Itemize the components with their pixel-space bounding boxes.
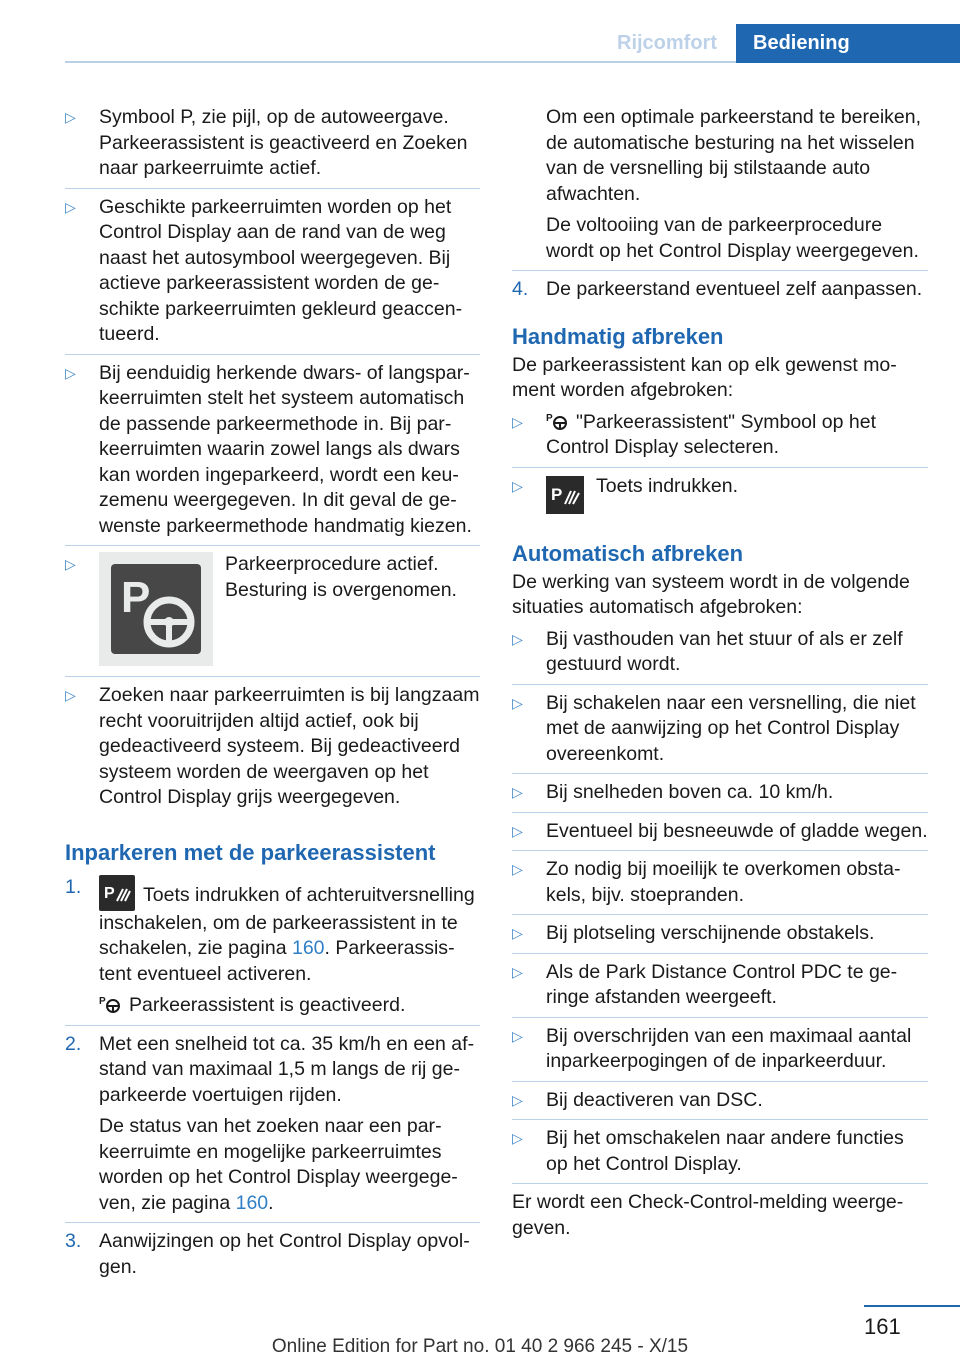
park-assist-button-icon [99,875,135,911]
svg-text:P: P [551,484,563,504]
list-item: ▷ P Parkeerprocedure actief. Besturing is overgenomen. [65,552,480,677]
park-steering-icon [99,552,213,666]
bullet-arrow-icon: ▷ [512,1027,523,1044]
bullet-arrow-icon: ▷ [65,364,76,381]
list-item: ▷ Bij eenduidig herkende dwars- of langsparkeerruimten stelt het systeem automatisch de passende parkeermethode in. Bij parkeerruimten waarin zowel langs als dwars kan worden ingeparkeerd, wordt een keuzemenu weergegeven. In dit geval de gewenste parkeermethode handmatig kiezen. [65,361,480,547]
step-continuation: Om een optimale parkeerstand te bereiken, de automatische besturing na het wisselen van de versnelling bij stilstaande auto afwachten. De voltooiing van de parkeerprocedure wordt op het Control Display weergegeven. [512,105,928,271]
left-column [65,105,480,1292]
svg-text:P: P [546,412,553,424]
closing-text: Er wordt een Check-Control-melding weergegeven. [512,1191,904,1239]
page-link[interactable]: 160 [235,1191,269,1214]
bullet-arrow-icon: ▷ [512,694,523,711]
step-number: 3. [65,1230,82,1252]
step-number: 2. [65,1032,82,1055]
step-number: 1. [65,875,82,898]
header-section[interactable]: Rijcomfort [617,32,717,54]
section-heading: Automatisch afbreken [512,540,744,566]
bullet-arrow-icon: ▷ [512,784,523,800]
list-item: ▷ Bij schakelen naar een versnelling, die niet met de aanwijzing op het Control Display overeenkomt. [512,691,928,775]
bullet-arrow-icon: ▷ [512,413,523,430]
bullet-arrow-icon: ▷ [512,1091,523,1108]
step-item: 2. Met een snelheid tot ca. 35 km/h en een afstand van maximaal 1,5 m langs de rij geparkeerde voertuigen rijden. De status van het zoeken naar een parkeerruimte en mogelijke parkeerruimtes worden op het Control Display weergegeven, zie pagina 160. [65,1032,480,1224]
list-item: ▷ Bij het omschakelen naar andere functies op het Control Display. [512,1126,928,1184]
bullet-arrow-icon: ▷ [512,630,523,647]
footer-rule [864,1305,960,1307]
svg-text:P: P [121,573,151,622]
bullet-arrow-icon: ▷ [65,198,76,215]
page-number: 161 [864,1314,901,1339]
list-item: ▷ Geschikte parkeerruimten worden op het Control Display aan de rand van de weg naast het autosymbool weergegeven. Bij actieve parkeerassistent worden de geschikte parkeerruimten gekleurd geaccentueerd. [65,195,480,355]
bullet-arrow-icon: ▷ [512,822,523,839]
list-item: ▷ Eventueel bij besneeuwde of gladde wegen. [512,819,928,852]
list-item: ▷ Bij plotseling verschijnende obstakels. [512,921,928,954]
bullet-arrow-icon: ▷ [512,925,523,941]
right-column: Om een optimale parkeerstand te bereiken, de automatische besturing na het wisselen van de versnelling bij stilstaande auto afwachten. De voltooiing van de parkeerprocedure wordt op het Control Display weergegeven. 4. De parkeerstand eventueel zelf aanpassen. Handmatig afbreken De parkeerassistent kan op elk gewenst moment worden afgebroken: ▷ P "Parkeerassistent" Symbool op het Control Display selecteren. ▷ P Toets indrukken. Automatisch afbreken De werking van systeem wordt in de volgende situaties automatisch afgebroken: ▷ Bij vasthouden van het stuur of als er zelf gestuurd wordt. ▷ Bij schakelen naar een versnelling, die niet met de aanwijzing op het Control Display overeenkomt. ▷ Bij snelheden boven ca. 10 km/h. ▷ Eventueel bij besneeuwde of gladde wegen. ▷ Zo nodig bij moeilijk te overkomen obstakels, bijv. stoepranden. ▷ Bij plotseling verschijnende obstakels. ▷ Als de Park Distance Control PDC te geringe afstanden weergeeft. ▷ Bij overschrijden van een maximaal aantal inparkeerpogingen of de inparkeerduur. ▷ Bij deactiveren van DSC. ▷ Bij het omschakelen naar andere functies op het Control Display. Er wordt een Check-Control-melding weergegeven. [512,105,928,1247]
park-steering-small-icon [546,411,568,431]
bullet-arrow-icon: ▷ [512,1130,523,1146]
list-item: ▷ Bij deactiveren van DSC. [512,1088,928,1121]
list-item: ▷ Symbool P, zie pijl, op de autoweergave. Parkeerassistent is geactiveerd en Zoeken naar parkeerruimte actief. [65,105,480,189]
step-number: 4. [512,278,529,300]
bullet-arrow-icon: ▷ [65,109,76,125]
list-item: ▷ P Toets indrukken. [512,474,928,520]
bullet-arrow-icon: ▷ [512,477,523,494]
list-item: ▷ Zoeken naar parkeerruimten is bij langzaam recht vooruitrijden altijd actief, ook bij gedeactiveerd systeem. Bij gedeactiveerd systeem worden de weergaven op het Control Display grijs weergegeven. [65,684,480,808]
list-item: ▷ P "Parkeerassistent" Symbool op het Control Display selecteren. [512,410,928,468]
bullet-arrow-icon: ▷ [512,861,523,877]
list-item: ▷ Bij overschrijden van een maximaal aantal inparkeerpogingen of de inparkeerduur. [512,1024,928,1082]
park-steering-small-icon [99,994,121,1014]
svg-text:P: P [99,996,106,1007]
header-chapter[interactable]: Bediening [736,24,960,63]
park-assist-button-icon [546,476,584,514]
step-item: 4. De parkeerstand eventueel zelf aanpassen. [512,277,928,309]
list-item: ▷ Bij vasthouden van het stuur of als er zelf gestuurd wordt. [512,627,928,685]
list-item: ▷ Zo nodig bij moeilijk te overkomen obstakels, bijv. stoepranden. [512,857,928,915]
section-heading: Inparkeren met de parkeerassistent [65,839,436,865]
bullet-arrow-icon: ▷ [512,963,523,980]
step-item: 3. Aanwijzingen op het Control Display opvolgen. [65,1230,470,1278]
section-heading: Handmatig afbreken [512,323,724,349]
edition-footer: Online Edition for Part no. 01 40 2 966 245 - X/15 [271,1336,689,1357]
bullet-arrow-icon: ▷ [65,687,76,703]
step-item: 1. P Toets indrukken of achteruitversnelling inschakelen, om de parkeerassistent in te schakelen, zie pagina 160. Parkeerassistent eventueel activeren. P Parkeerassistent is geactiveerd. [65,875,480,1026]
list-item: ▷ Als de Park Distance Control PDC te geringe afstanden weergeeft. [512,960,928,1018]
page-link[interactable]: 160 [291,937,325,959]
bullet-arrow-icon: ▷ [65,556,76,572]
list-item: ▷ Bij snelheden boven ca. 10 km/h. [512,780,928,813]
svg-text:P: P [104,884,115,902]
